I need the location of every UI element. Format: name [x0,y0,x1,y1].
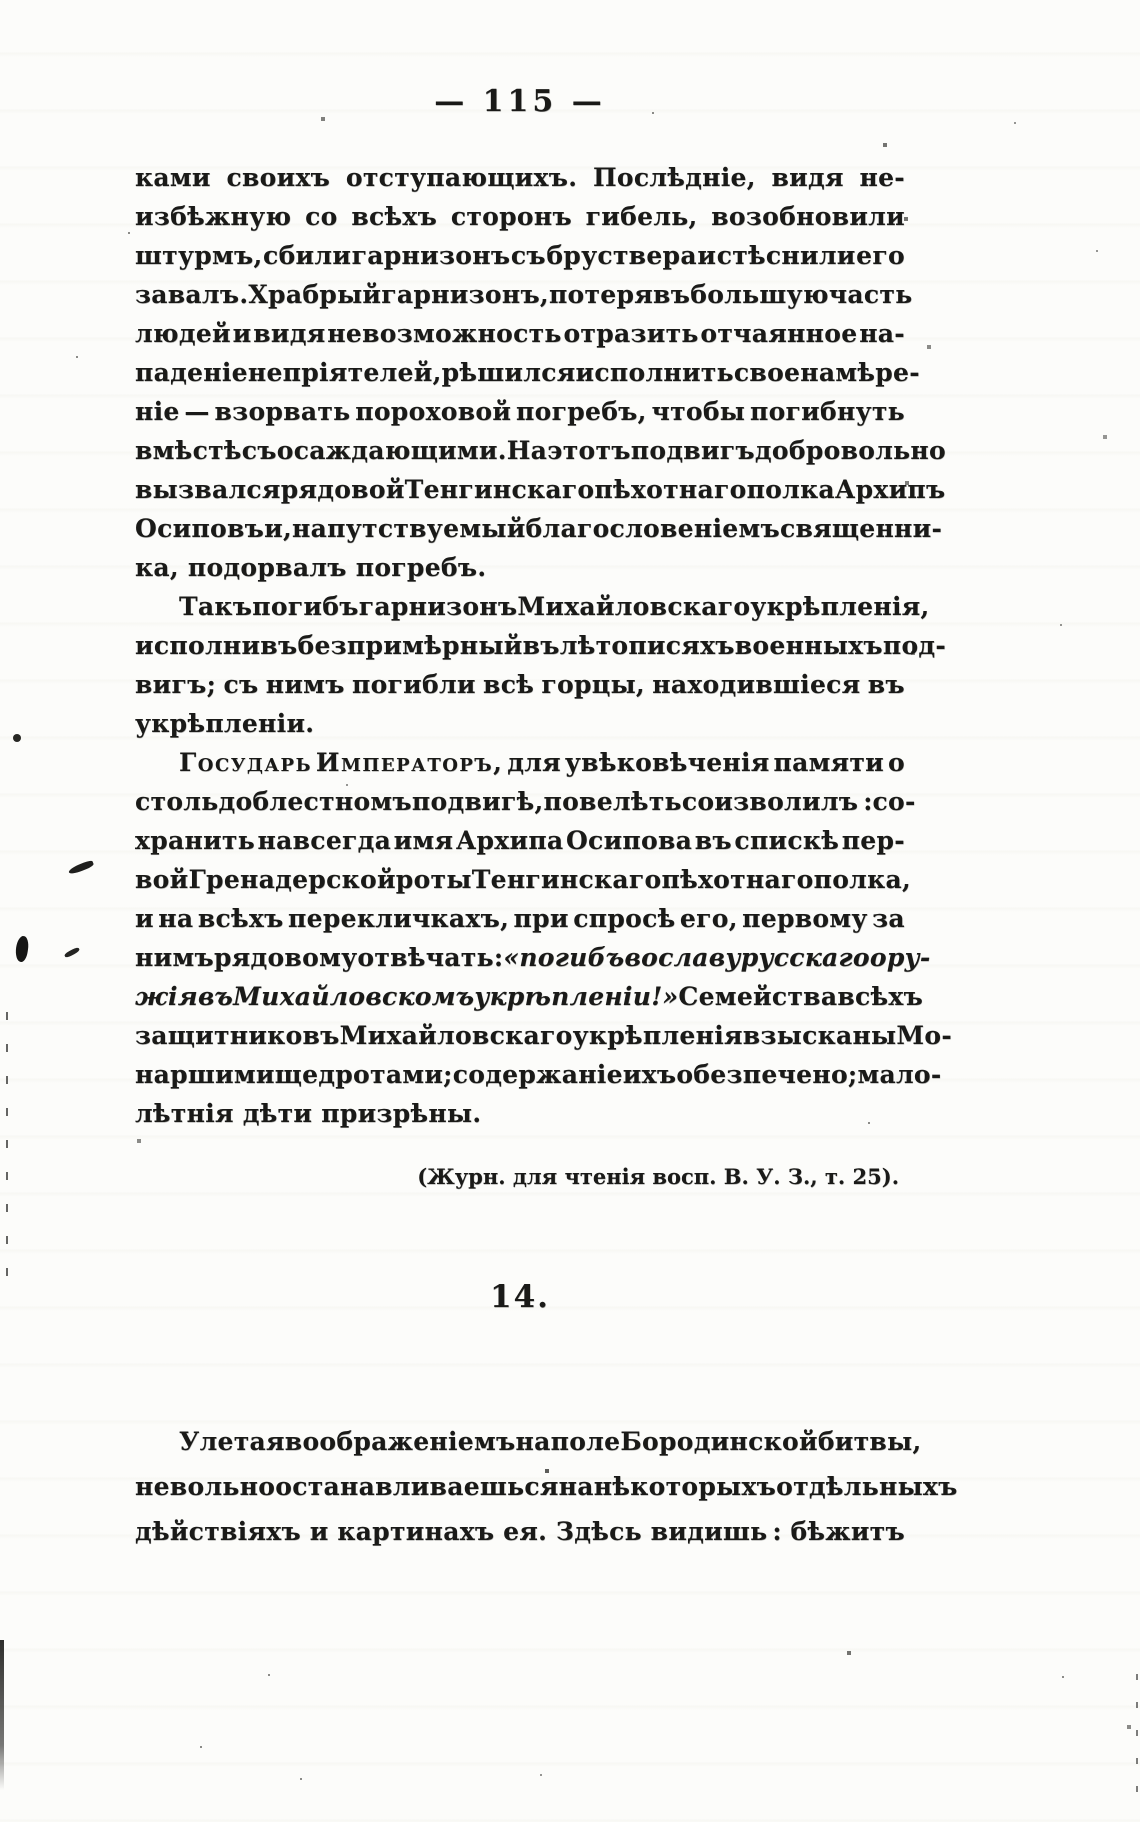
text-word: отразить [563,319,699,348]
text-word: На [506,436,548,465]
text-line [135,236,905,275]
text-line [135,1509,905,1554]
scan-ink-tick [64,947,80,959]
scan-ink-smudge [68,859,95,875]
text-line [135,314,905,353]
text-word: Мо- [896,1021,953,1050]
text-word: ихъ [622,1060,677,1089]
text-word: отступающихъ. [345,163,578,192]
text-line [135,587,930,626]
text-word: столь [135,787,219,816]
text-word: Государь [179,748,312,777]
text-word: отчаянное [700,319,858,348]
text-word: Михайловскаго [339,1021,573,1050]
text-word: нимъ [135,943,214,972]
text-word: на [158,904,194,933]
text-line [135,938,931,977]
text-word: «погибъ [503,943,625,972]
paragraph [135,1419,958,1554]
text-word: Семейства [678,982,838,1011]
text-line [135,1055,942,1094]
text-word: навсегда [257,826,392,855]
text-word: обезпечено; [676,1060,858,1089]
text-word: паденіе [135,358,248,387]
text-word: рядовой [280,475,405,504]
scan-ink-blob [14,935,30,962]
text-word: первому [742,904,868,933]
text-word: всѣ [483,670,535,699]
text-word: вой [135,865,189,894]
text-word: при [513,904,569,933]
text-word: Императоръ, [315,748,504,777]
text-line [135,1094,905,1133]
text-word: пѣхотнаго [594,475,747,504]
text-word: со [305,202,338,231]
text-word: всѣхъ [351,202,438,231]
text-word: исполнивъ [135,631,298,660]
text-word: Михайловскаго [517,592,751,621]
text-word: останавливаешься [275,1472,559,1501]
text-word: пороховой [355,397,512,426]
text-line [135,158,905,197]
text-line [135,860,911,899]
text-word: Гренадерской [188,865,396,894]
text-word: ками [135,163,211,192]
text-word: находившіеся [652,670,861,699]
text-word: пѣхотнаго [661,865,814,894]
text-word: Послѣдніе, [592,163,756,192]
text-word: — [184,397,210,426]
text-line [135,392,905,431]
text-word: погибъ [252,592,359,621]
text-word: отдѣльныхъ [776,1472,958,1501]
text-word: содержаніе [452,1060,623,1089]
text-word: Здѣсь [555,1517,642,1546]
text-word: съ [510,241,546,270]
text-word: вмѣстѣ [135,436,242,465]
section-13-body [135,158,953,1133]
book-page [0,84,1140,1822]
text-line [135,977,924,1016]
text-word: съ [223,670,259,699]
text-word: непріятелей, [247,358,442,387]
scan-speckles [0,84,2,86]
text-word: увѣковѣченія [564,748,770,777]
text-line [135,899,905,938]
text-word: жія [135,982,198,1011]
page-number: — 115 — [434,84,606,119]
text-word: осаждающими. [276,436,507,465]
text-word: благословеніемъ [525,514,780,543]
text-word: Михайловскомъ [233,982,475,1011]
text-segment: ка, подорвалъ погребъ. [135,553,487,582]
scan-right-edge-marks [1136,1674,1138,1814]
text-word: укрѣпленія [572,1021,743,1050]
text-word: всѣхъ [197,904,284,933]
text-word: поле [550,1427,621,1456]
text-word: въ [197,982,234,1011]
text-line [135,431,946,470]
text-word: нимъ [265,670,345,699]
text-word: погребъ, [516,397,647,426]
text-word: и [232,319,252,348]
text-word: за [135,280,168,309]
source-citation: (Журн. для чтенія восп. В. У. З., т. 25). [417,1164,899,1189]
text-word: напутствуемый [292,514,526,543]
text-word: укрѣпленіи!» [474,982,679,1011]
text-word: славу [658,943,741,972]
text-word: хранить [135,826,255,855]
text-word: и [135,904,154,933]
section-14-body [135,1419,958,1554]
text-word: ея. [503,1517,548,1546]
paragraph [135,743,953,1133]
text-word: большую [690,280,829,309]
text-line [135,197,905,236]
text-word: воображеніемъ [284,1427,516,1456]
text-word: штурмъ, [135,241,263,270]
text-word: часть [828,280,913,309]
text-word: во [624,943,659,972]
text-word: невозможность [327,319,562,348]
paragraph [135,158,946,587]
scan-left-edge-marks [6,1012,8,1282]
text-word: памяти [773,748,885,777]
text-line [135,470,946,509]
text-word: видишь : [650,1517,782,1546]
text-word: безпримѣрный [297,631,523,660]
text-block [135,158,958,1554]
text-word: взысканы [742,1021,897,1050]
text-word: не- [859,163,905,192]
text-word: бѣжитъ [790,1517,905,1546]
scan-gutter-line [0,1640,4,1790]
text-word: рядовому [213,943,358,972]
text-word: за [872,904,905,933]
text-word: Тенгинскаго [404,475,595,504]
text-word: русскаго [740,943,870,972]
text-word: гарнизонъ [358,592,518,621]
text-word: спросѣ [573,904,676,933]
text-word: ору- [869,943,931,972]
text-word: своихъ [226,163,331,192]
text-word: добровольно [754,436,946,465]
text-word: сбили [263,241,352,270]
text-line [135,548,905,587]
text-line [135,275,913,314]
text-word: Такъ [179,592,253,621]
section-heading: 14. [490,1279,550,1315]
text-word: битвы, [817,1427,922,1456]
text-word: соизволилъ : [681,787,873,816]
text-word: для [507,748,561,777]
text-word: валъ. [167,280,249,309]
text-word: сторонъ [450,202,572,231]
text-line [135,665,905,704]
text-word: картинахъ [337,1517,495,1546]
scan-ink-dot [13,734,21,742]
text-word: Осиповъ [135,514,265,543]
text-word: подвигѣ, [411,787,544,816]
text-word: и, [264,514,293,543]
text-word: свое [733,358,801,387]
text-word: полка, [813,865,911,894]
text-word: имя [393,826,454,855]
text-word: его [856,241,905,270]
text-word: Осипова [565,826,693,855]
text-word: людей [135,319,231,348]
text-word: доблестномъ [218,787,412,816]
text-word: и [697,241,717,270]
text-word: подвигъ [630,436,755,465]
text-word: гарнизонъ, [381,280,549,309]
text-word: чтобы [651,397,746,426]
text-word: Храбрый [248,280,382,309]
text-line [135,782,916,821]
text-word: пер- [841,826,905,855]
text-word: роты [395,865,472,894]
text-word: на- [859,319,905,348]
text-line [135,1016,953,1055]
text-word: со- [872,787,916,816]
text-line [135,821,905,860]
text-word: на [558,1472,594,1501]
text-word: въ [694,826,732,855]
text-word: ніе [135,397,180,426]
text-line [135,1419,922,1464]
text-word: рѣшился [441,358,576,387]
text-word: Бородинской [620,1427,818,1456]
text-word: Архипа [455,826,564,855]
text-line [135,704,905,743]
text-segment: лѣтнія дѣти призрѣны. [135,1099,482,1128]
text-word: и [309,1517,329,1546]
text-word: въ [867,670,905,699]
text-line [135,509,943,548]
text-word: под- [882,631,947,660]
text-word: погибнуть [749,397,905,426]
text-word: всѣхъ [837,982,924,1011]
text-word: невольно [135,1472,276,1501]
text-word: исполнить [575,358,734,387]
text-word: возобновили [711,202,905,231]
text-line [135,743,905,782]
text-word: военныхъ [734,631,883,660]
text-word: видя [771,163,844,192]
text-word: избѣжную [135,202,292,231]
text-word: защитниковъ [135,1021,340,1050]
text-word: полка [746,475,835,504]
text-word: наршими [135,1060,275,1089]
paragraph [135,587,947,743]
text-word: Улетая [179,1427,285,1456]
text-word: бруствера [546,241,697,270]
text-word: нѣкоторыхъ [593,1472,777,1501]
text-segment: укрѣпленіи. [135,709,315,738]
text-word: о [887,748,905,777]
text-word: гарнизонъ [351,241,511,270]
text-word: укрѣпленія, [750,592,930,621]
text-word: стѣснили [716,241,856,270]
text-word: дѣйствіяхъ [135,1517,301,1546]
text-word: Архипъ [834,475,946,504]
text-word: вызвался [135,475,281,504]
text-word: повелѣть [543,787,682,816]
text-word: священни- [779,514,943,543]
text-word: вигъ; [135,670,217,699]
text-word: его, [679,904,738,933]
text-word: гибель, [585,202,698,231]
text-word: перекличкахъ, [288,904,510,933]
text-word: спискѣ [734,826,840,855]
text-word: съ [241,436,277,465]
text-word: щедротами; [274,1060,453,1089]
text-word: въ [522,631,560,660]
text-word: погибли [351,670,476,699]
text-line [135,626,947,665]
text-word: отвѣчать: [357,943,504,972]
text-word: видя [253,319,326,348]
text-word: горцы, [541,670,645,699]
text-word: взорвать [214,397,351,426]
text-word: мало- [857,1060,942,1089]
text-word: этотъ [547,436,631,465]
text-word: потерявъ [548,280,691,309]
text-line [135,353,920,392]
text-word: Тенгинскаго [471,865,662,894]
text-word: намѣре- [800,358,920,387]
text-word: на [515,1427,551,1456]
text-word: лѣтописяхъ [559,631,735,660]
text-line [135,1464,958,1509]
